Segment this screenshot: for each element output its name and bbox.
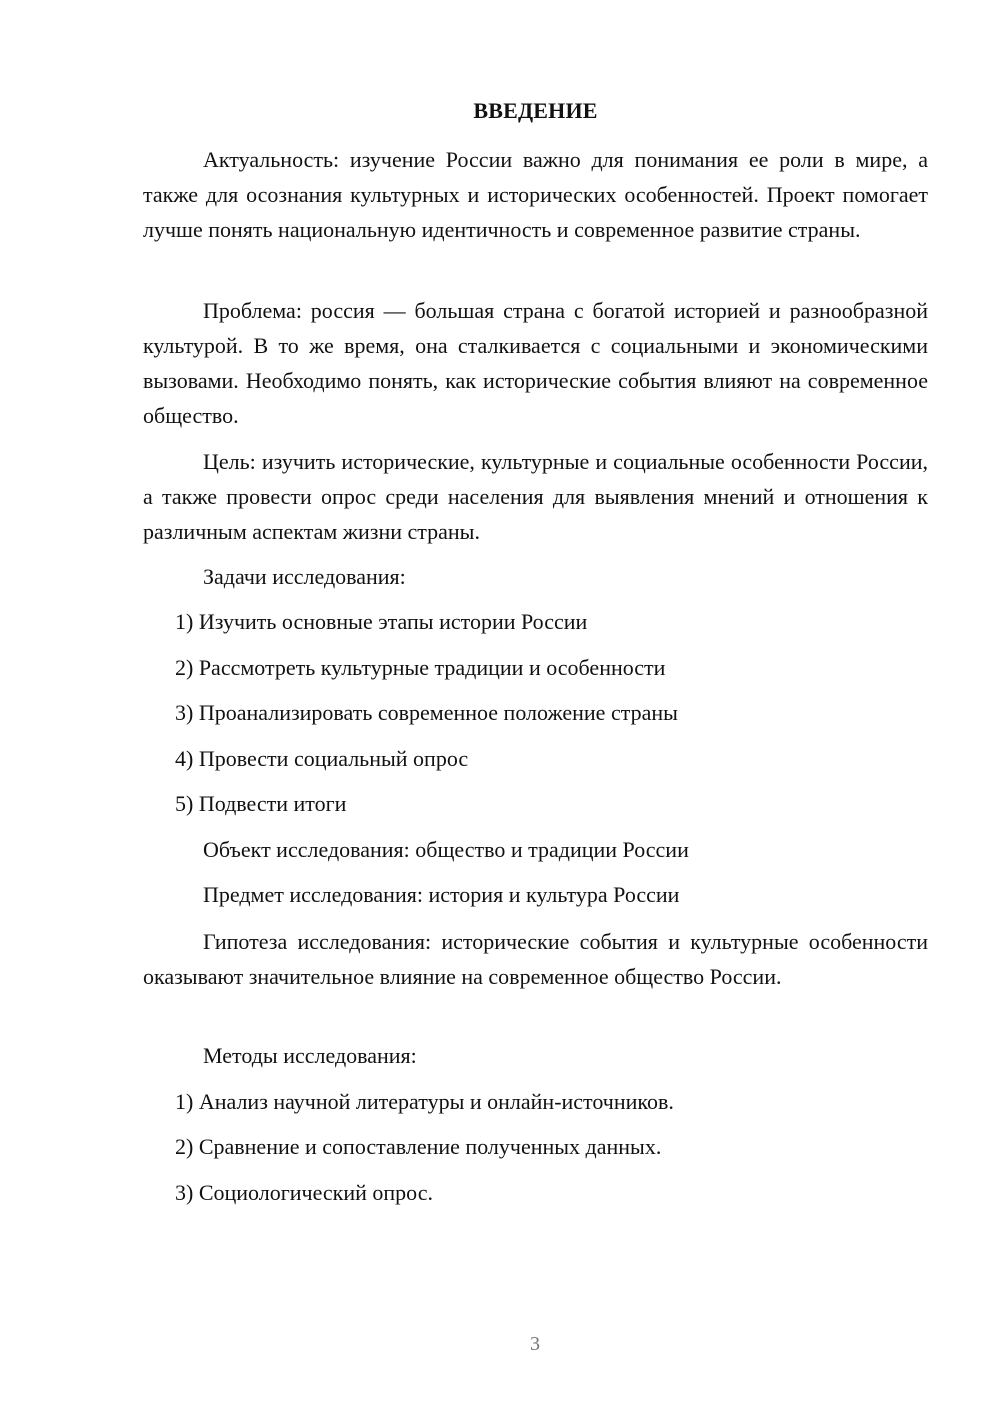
task-item-2: 2) Рассмотреть культурные традиции и особенности [175,655,666,680]
goal-paragraph: Цель: изучить исторические, культурные и социальные особенности России, а также провести опрос среди населения для выявления мнений и отношения к различным аспектам жизни страны. [143,449,928,544]
method-item-3: 3) Социологический опрос. [175,1180,433,1205]
method-item-1: 1) Анализ научной литературы и онлайн-источников. [175,1089,674,1114]
relevance-paragraph: Актуальность: изучение России важно для понимания ее роли в мире, а также для осознания культурных и исторических особенностей. Проект помогает лучше понять национальную идентичность и современное развитие страны. [143,147,928,242]
task-item-4: 4) Провести социальный опрос [175,746,469,771]
task-item-3: 3) Проанализировать современное положение страны [175,700,678,725]
method-item-2: 2) Сравнение и сопоставление полученных данных. [175,1134,662,1159]
hypothesis-paragraph: Гипотеза исследования: исторические события и культурные особенности оказывают значительное влияние на современное общество России. [143,929,928,989]
page-number: 3 [530,1333,540,1355]
task-item-5: 5) Подвести итоги [175,791,347,816]
task-item-1: 1) Изучить основные этапы истории России [175,609,588,634]
problem-paragraph: Проблема: россия — большая страна с богатой историей и разнообразной культурой. В то же время, она сталкивается с социальными и экономическими вызовами. Необходимо понять, как исторические события влияют на современное общество. [143,298,928,428]
research-subject: Предмет исследования: история и культура России [203,882,680,907]
research-object: Объект исследования: общество и традиции России [203,837,689,862]
tasks-heading: Задачи исследования: [203,564,406,589]
page-title: ВВЕДЕНИЕ [473,98,598,123]
methods-heading: Методы исследования: [203,1043,417,1068]
